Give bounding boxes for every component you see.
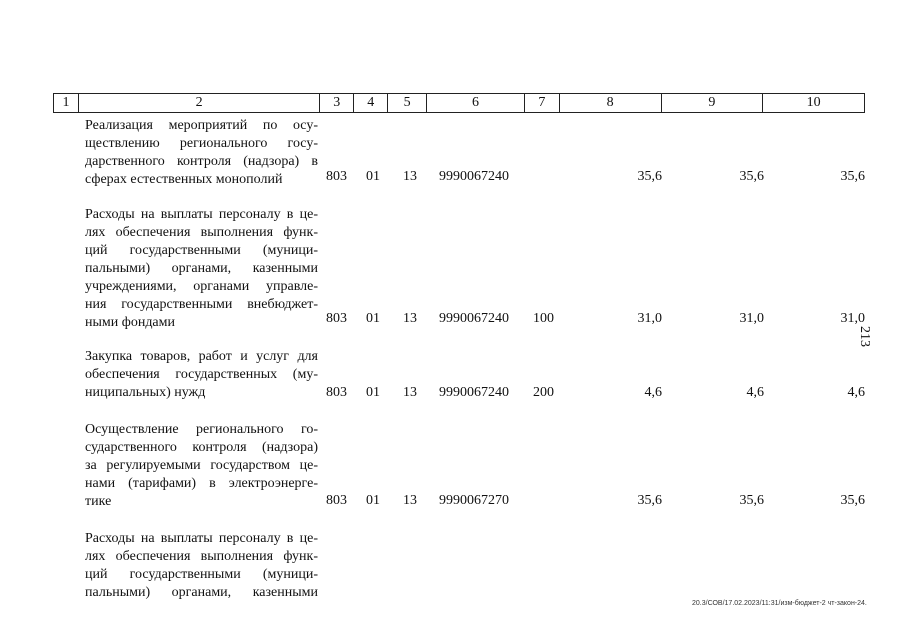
cell-amount-1: 35,6 — [637, 493, 662, 508]
description-line: ществлению регионального госу- — [85, 136, 318, 151]
cell-amount-3: 35,6 — [840, 169, 865, 184]
column-header-7: 7 — [525, 94, 560, 112]
footer-document-code: 20.3/СОВ/17.02.2023/11:31/изм-бюджет-2 чт-закон-24. — [692, 600, 867, 607]
cell-ministry: 803 — [326, 493, 347, 508]
description-line: обеспечения государственных (му- — [85, 367, 318, 382]
description-line: лях обеспечения выполнения функ- — [85, 549, 318, 564]
row-description — [85, 206, 318, 332]
description-line: ными фондами — [85, 315, 176, 330]
cell-amount-3: 31,0 — [840, 311, 865, 326]
description-line: сферах естественных монополий — [85, 172, 283, 187]
cell-ministry: 803 — [326, 385, 347, 400]
row-description — [85, 530, 318, 602]
column-header-2: 2 — [79, 94, 320, 112]
description-line: нами (тарифами) в электроэнерге- — [85, 476, 318, 491]
description-line: ния государственными внебюджет- — [85, 297, 318, 312]
cell-expense-type: 200 — [533, 385, 554, 400]
column-header-1: 1 — [54, 94, 79, 112]
cell-ministry: 803 — [326, 311, 347, 326]
description-line: сударственного контроля (надзора) — [85, 440, 318, 455]
column-header-row — [53, 93, 865, 113]
description-line: Расходы на выплаты персоналу в це- — [85, 531, 318, 546]
cell-section: 01 — [366, 493, 380, 508]
cell-amount-2: 35,6 — [739, 493, 764, 508]
cell-subsection: 13 — [403, 385, 417, 400]
column-header-5: 5 — [388, 94, 427, 112]
description-line: Закупка товаров, работ и услуг для — [85, 349, 318, 364]
column-header-6: 6 — [427, 94, 525, 112]
cell-section: 01 — [366, 311, 380, 326]
description-line: дарственного контроля (надзора) в — [85, 154, 318, 169]
row-description — [85, 348, 318, 402]
cell-amount-1: 35,6 — [637, 169, 662, 184]
cell-amount-2: 35,6 — [739, 169, 764, 184]
row-description — [85, 117, 318, 189]
cell-target-article: 9990067240 — [439, 169, 509, 184]
column-header-4: 4 — [354, 94, 388, 112]
description-line: за регулируемыми государством це- — [85, 458, 318, 473]
page-number: 213 — [857, 326, 872, 347]
description-line: пальными) органами, казенными — [85, 261, 318, 276]
cell-subsection: 13 — [403, 311, 417, 326]
cell-amount-1: 4,6 — [644, 385, 662, 400]
row-description — [85, 421, 318, 511]
cell-amount-3: 4,6 — [847, 385, 865, 400]
cell-section: 01 — [366, 385, 380, 400]
cell-target-article: 9990067240 — [439, 385, 509, 400]
description-line: Осуществление регионального го- — [85, 422, 318, 437]
cell-ministry: 803 — [326, 169, 347, 184]
column-header-8: 8 — [560, 94, 662, 112]
description-line: ниципальных) нужд — [85, 385, 206, 400]
cell-subsection: 13 — [403, 493, 417, 508]
cell-target-article: 9990067270 — [439, 493, 509, 508]
cell-subsection: 13 — [403, 169, 417, 184]
description-line: Реализация мероприятий по осу- — [85, 118, 318, 133]
description-line: ций государственными (муници- — [85, 243, 318, 258]
cell-target-article: 9990067240 — [439, 311, 509, 326]
description-line: ций государственными (муници- — [85, 567, 318, 582]
description-line: пальными) органами, казенными — [85, 585, 318, 600]
cell-expense-type: 100 — [533, 311, 554, 326]
column-header-10: 10 — [806, 95, 821, 110]
column-header-9: 9 — [662, 94, 764, 112]
description-line: тике — [85, 494, 112, 509]
description-line: лях обеспечения выполнения функ- — [85, 225, 318, 240]
column-header-3: 3 — [320, 94, 354, 112]
cell-section: 01 — [366, 169, 380, 184]
cell-amount-2: 31,0 — [739, 311, 764, 326]
description-line: Расходы на выплаты персоналу в це- — [85, 207, 318, 222]
cell-amount-3: 35,6 — [840, 493, 865, 508]
cell-amount-2: 4,6 — [746, 385, 764, 400]
cell-amount-1: 31,0 — [637, 311, 662, 326]
description-line: учреждениями, органами управле- — [85, 279, 318, 294]
